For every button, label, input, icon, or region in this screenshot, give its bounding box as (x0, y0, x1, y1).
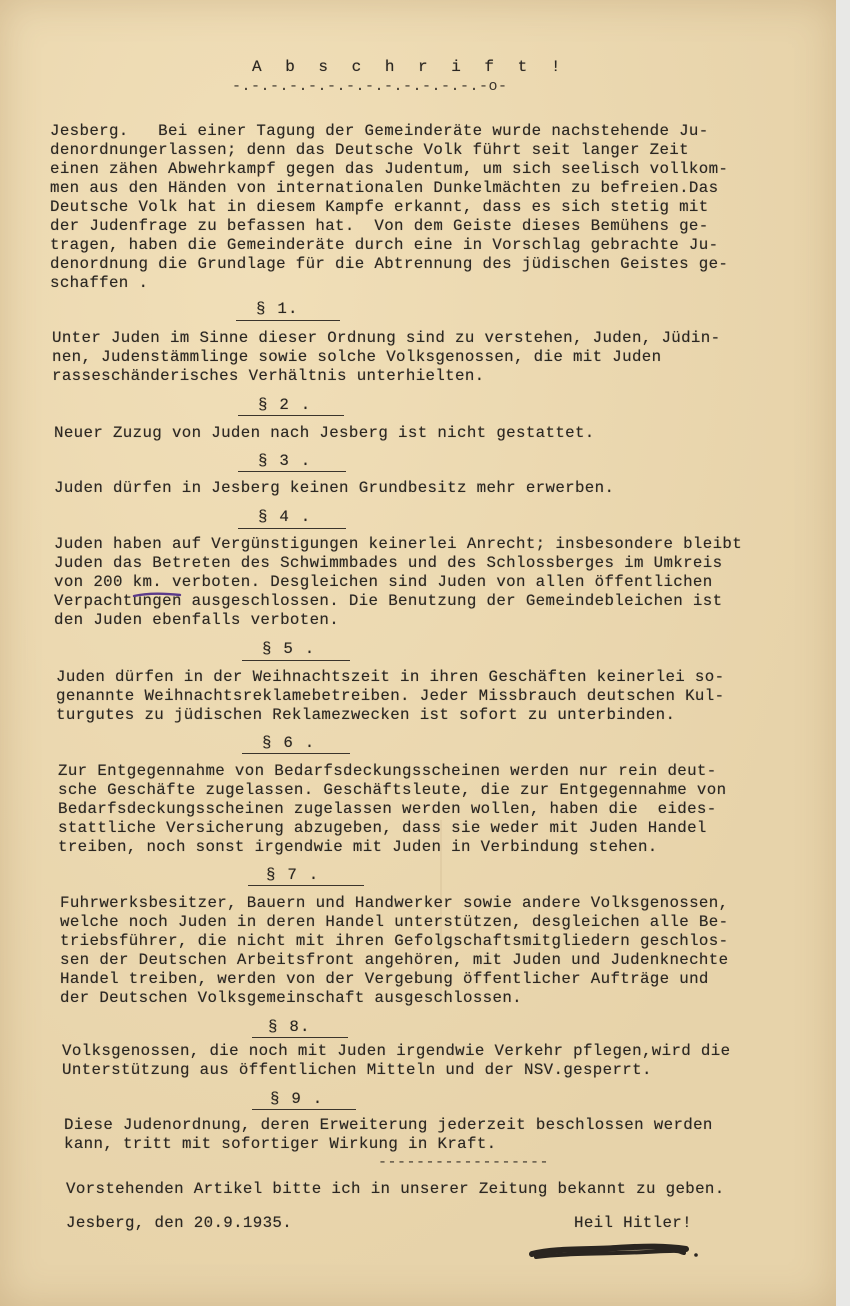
section-6-line: treiben, noch sonst irgendwie mit Juden in Verbindung stehen. (58, 838, 658, 856)
section-heading-underline (242, 753, 350, 754)
section-heading-3: § 3 . (258, 452, 312, 470)
intro-line: denordnungerlassen; denn das Deutsche Volk führt seit langer Zeit (50, 141, 689, 159)
section-heading-9: § 9 . (270, 1090, 324, 1108)
section-6-line: Zur Entgegennahme von Bedarfsdeckungsscheinen werden nur rein deut- (58, 762, 717, 780)
section-heading-underline (238, 471, 346, 472)
section-8-line: Volksgenossen, die noch mit Juden irgendwie Verkehr pflegen,wird die (62, 1042, 731, 1060)
intro-line: tragen, haben die Gemeinderäte durch eine in Vorschlag gebrachte Ju- (50, 236, 719, 254)
section-7-line: sen der Deutschen Arbeitsfront angehören, mit Juden und Judenknechte (60, 951, 729, 969)
section-7-line: Fuhrwerksbesitzer, Bauern und Handwerker sowie andere Volksgenossen, (60, 894, 729, 912)
section-heading-underline (242, 660, 350, 661)
section-7-line: Handel treiben, werden von der Vergebung öffentlicher Aufträge und (60, 970, 709, 988)
section-5-line: turgutes zu jüdischen Reklamezwecken ist sofort zu unterbinden. (56, 706, 676, 724)
section-2-line: Neuer Zuzug von Juden nach Jesberg ist nicht gestattet. (54, 424, 595, 442)
section-6-line: Bedarfsdeckungsscheinen zugelassen werden wollen, haben die eides- (58, 800, 717, 818)
section-heading-underline (238, 528, 346, 529)
closing-request: Vorstehenden Artikel bitte ich in unserer Zeitung bekannt zu geben. (66, 1180, 725, 1198)
section-8-line: Unterstützung aus öffentlichen Mitteln und der NSV.gesperrt. (62, 1061, 652, 1079)
section-1-line: nen, Judenstämmlinge sowie solche Volksgenossen, die mit Juden (52, 348, 662, 366)
intro-line: men aus den Händen von internationalen Dunkelmächten zu befreien.Das (50, 179, 719, 197)
section-5-line: Juden dürfen in der Weihnachtszeit in ihren Geschäften keinerlei so- (56, 668, 725, 686)
section-6-line: stattliche Versicherung abzugeben, dass sie weder mit Juden Handel (58, 819, 707, 837)
section-heading-7: § 7 . (266, 866, 320, 884)
section-4-line: Juden haben auf Vergünstigungen keinerlei Anrecht; insbesondere bleibt (54, 535, 743, 553)
place-date: Jesberg, den 20.9.1935. (66, 1214, 293, 1232)
section-4-line: von 200 km. verboten. Desgleichen sind Juden von allen öffentlichen (54, 573, 713, 591)
section-heading-8: § 8. (268, 1018, 311, 1036)
section-5-line: genannte Weihnachtsreklamebetreiben. Jeder Missbrauch deutschen Kul- (56, 687, 725, 705)
section-9-line: Diese Judenordnung, deren Erweiterung jederzeit beschlossen werden (64, 1116, 713, 1134)
section-3-line: Juden dürfen in Jesberg keinen Grundbesitz mehr erwerben. (54, 479, 615, 497)
section-heading-1: § 1. (256, 300, 299, 318)
section-4-line: Verpachtungen ausgeschlossen. Die Benutzung der Gemeindebleichen ist (54, 592, 723, 610)
section-heading-5: § 5 . (262, 640, 316, 658)
salutation: Heil Hitler! (574, 1214, 692, 1232)
document-title: A b s c h r i f t ! (252, 58, 568, 76)
section-1-line: Unter Juden im Sinne dieser Ordnung sind zu verstehen, Juden, Jüdin- (52, 329, 721, 347)
section-heading-4: § 4 . (258, 508, 312, 526)
crossed-out-signature (526, 1236, 706, 1266)
section-7-line: welche noch Juden in deren Handel unterstützen, desgleichen alle Be- (60, 913, 729, 931)
section-1-line: rasseschänderisches Verhältnis unterhielten. (52, 367, 485, 385)
section-heading-underline (236, 320, 340, 321)
scan-edge (836, 0, 850, 1306)
section-heading-underline (238, 415, 344, 416)
section-4-line: Juden das Betreten des Schwimmbades und des Schlossberges im Umkreis (54, 554, 723, 572)
section-heading-2: § 2 . (258, 396, 312, 414)
intro-line: einen zähen Abwehrkampf gegen das Judentum, um sich seelisch vollkom- (50, 160, 729, 178)
section-heading-underline (252, 1109, 356, 1110)
section-6-line: sche Geschäfte zugelassen. Geschäftsleute, die zur Entgegennahme von (58, 781, 727, 799)
closing-separator: ------------------ (378, 1154, 550, 1171)
purple-pen-underline (132, 590, 182, 600)
intro-line: denordnung die Grundlage für die Abtrennung des jüdischen Geistes ge- (50, 255, 729, 273)
intro-line: schaffen . (50, 274, 149, 292)
section-heading-underline (252, 1037, 348, 1038)
section-heading-6: § 6 . (262, 734, 316, 752)
section-7-line: der Deutschen Volksgemeinschaft ausgeschlossen. (60, 989, 522, 1007)
section-7-line: triebsführer, die nicht mit ihren Gefolgschaftsmitgliedern geschlos- (60, 932, 729, 950)
intro-line: Deutsche Volk hat in diesem Kampfe erkannt, dass es sich stetig mit (50, 198, 709, 216)
title-underline: -.-.-.-.-.-.-.-.-.-.-.-.-.-o- (232, 78, 508, 95)
intro-line: Jesberg. Bei einer Tagung der Gemeinderäte wurde nachstehende Ju- (50, 122, 709, 140)
section-9-line: kann, tritt mit sofortiger Wirkung in Kraft. (64, 1135, 497, 1153)
section-4-line: den Juden ebenfalls verboten. (54, 611, 340, 629)
section-heading-underline (248, 885, 364, 886)
intro-line: der Judenfrage zu befassen hat. Von dem Geiste dieses Bemühens ge- (50, 217, 709, 235)
